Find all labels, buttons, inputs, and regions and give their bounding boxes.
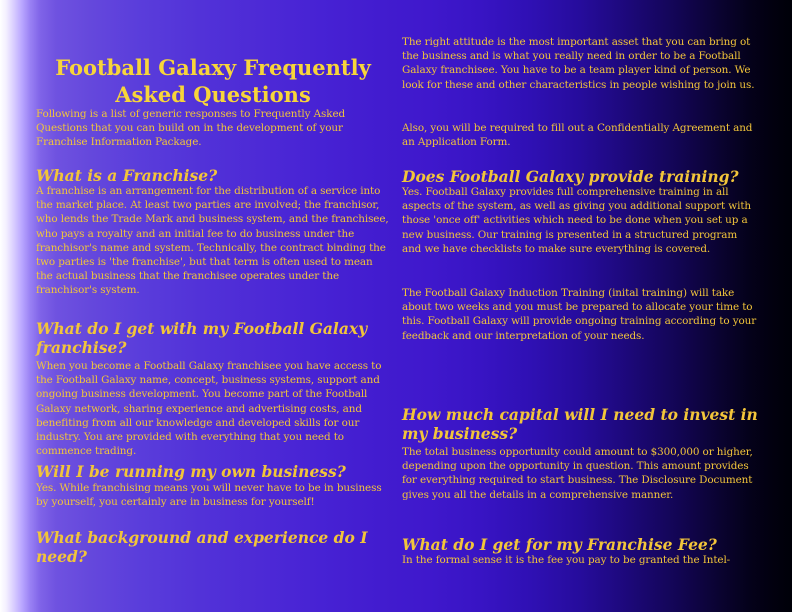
faq-answer-training-induction: The Football Galaxy Induction Training (inital training) will take about two weeks and you must be prepared to allocate your time to this. Football Galaxy will provide ongoing training according to your feedback and our interpretation of your needs.	[402, 287, 757, 342]
faq-answer-what-do-i-get: When you become a Football Galaxy franchisee you have access to the Football Galaxy name, concept, business systems, support and ongoing business development. You become part of the Football Galaxy network, sharing experience and advertising costs, and benefiting from all our knowledge and developed skills for our industry. You are provided with everything that you need to commence trading.	[36, 360, 382, 458]
attitude-paragraph: The right attitude is the most important asset that you can bring ot the business and is what you really need in order to be a Football Galaxy franchisee. You have to be a team player kind of person. We look for these and other characteristics in people wishing to join us.	[402, 36, 755, 91]
faq-heading-what-is-franchise: What is a Franchise?	[36, 166, 218, 185]
faq-answer-capital: The total business opportunity could amount to $300,000 or higher, depending upon the opportunity in question. This amount provides for everything required to start business. The Disclosure Document gives you all the details in a comprehensive manner.	[402, 446, 753, 501]
faq-heading-franchise-fee: What do I get for my Franchise Fee?	[402, 535, 717, 554]
faq-answer-training: Yes. Football Galaxy provides full comprehensive training in all aspects of the system, as well as giving you additional support with those 'once off' activities which need to be done when you set up a new business. Our training is presented in a structured program and we have checklists to make sure everything is covered.	[402, 186, 751, 255]
faq-answer-franchise-fee: In the formal sense it is the fee you pay to be granted the Intel-	[402, 554, 731, 566]
page-title: Football Galaxy Frequently Asked Questions	[55, 55, 371, 107]
faq-heading-training: Does Football Galaxy provide training?	[402, 167, 739, 186]
faq-answer-own-business: Yes. While franchising means you will never have to be in business by yourself, you certainly are in business for yourself!	[36, 482, 382, 509]
faq-heading-own-business: Will I be running my own business?	[36, 462, 346, 481]
faq-heading-what-do-i-get: What do I get with my Football Galaxy franchise?	[36, 319, 368, 357]
faq-heading-capital: How much capital will I need to invest in my business?	[402, 405, 758, 443]
agreement-paragraph: Also, you will be required to fill out a Confidentially Agreement and an Application Form.	[402, 122, 753, 149]
faq-heading-background-experience: What background and experience do I need?	[36, 528, 368, 566]
faq-answer-what-is-franchise: A franchise is an arrangement for the distribution of a service into the market place. At least two parties are involved; the franchisor, who lends the Trade Mark and business system, and the franchisee, who pays a royalty and an initial fee to do business under the franchisor's name and system. Technically, the contract binding the two parties is 'the franchise', but that term is often used to mean the actual business that the franchisee operates under the franchisor's system.	[36, 185, 389, 297]
intro-paragraph: Following is a list of generic responses to Frequently Asked Questions that you can build on in the development of your Franchise Information Package.	[36, 108, 346, 149]
